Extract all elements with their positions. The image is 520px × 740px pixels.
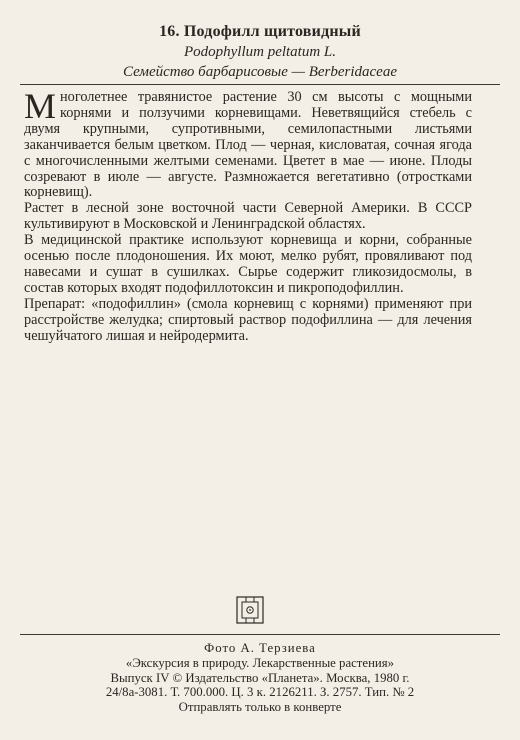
mailing-note: Отправлять только в конверте bbox=[178, 700, 342, 715]
family-name: Семейство барбарисовые — Berberidaceae bbox=[122, 64, 397, 80]
paragraph-description bbox=[24, 86, 472, 201]
top-divider bbox=[20, 84, 500, 85]
publisher-line: Выпуск IV © Издательство «Планета». Москва, 1980 г. bbox=[110, 670, 410, 685]
bottom-divider bbox=[20, 634, 500, 635]
imprint bbox=[0, 641, 520, 715]
latin-name: Podophyllum peltatum L. bbox=[183, 44, 337, 60]
series-title: «Экскурсия в природу. Лекарственные растения» bbox=[125, 655, 395, 670]
print-info: 24/8а-3081. Т. 700.000. Ц. 3 к. 2126211. З. 2757. Тип. № 2 bbox=[105, 685, 415, 700]
paragraph-habitat: Растет в лесной зоне восточной части Северной Америки. В СССР культивируют в Московской и Ленинградской областях. bbox=[24, 200, 472, 233]
paragraph-description-text: ноголетнее травянистое растение 30 см высоты с мощными корнями и ползучими корневищами. Неветвящийся стебель с двумя крупными, супротивными, семилопастными листьями заканчивается белым цветком. Плод — черная, кисловатая, сочная ягода с многочисленными желтыми семенами. Цветет в мае — июне. Плоды созревают в июле — августе. Размножается вегетативно (отростками корневищ). bbox=[24, 89, 472, 201]
page-title: 16. Подофилл щитовидный bbox=[159, 23, 361, 40]
header bbox=[0, 22, 520, 82]
paragraph-preparation: Препарат: «подофиллин» (смола корневищ с корнями) применяют при расстройстве желудка; спиртовый раствор подофиллина — для лечения чешуйчатого лишая и нейродермита. bbox=[24, 295, 472, 344]
photo-credit: Фото А. Терзиева bbox=[204, 641, 316, 655]
publisher-emblem-icon bbox=[236, 596, 264, 624]
paragraph-usage: В медицинской практике используют корневища и корни, собранные осенью после плодоношения. Их моют, мелко рубят, провяливают под навесами и сушат в сушилках. Сырье содержит гликозидосмолы, в состав которых входят подофиллотоксин и пикроподофиллин. bbox=[24, 232, 472, 296]
description bbox=[24, 86, 472, 345]
drop-cap: М bbox=[24, 86, 57, 126]
